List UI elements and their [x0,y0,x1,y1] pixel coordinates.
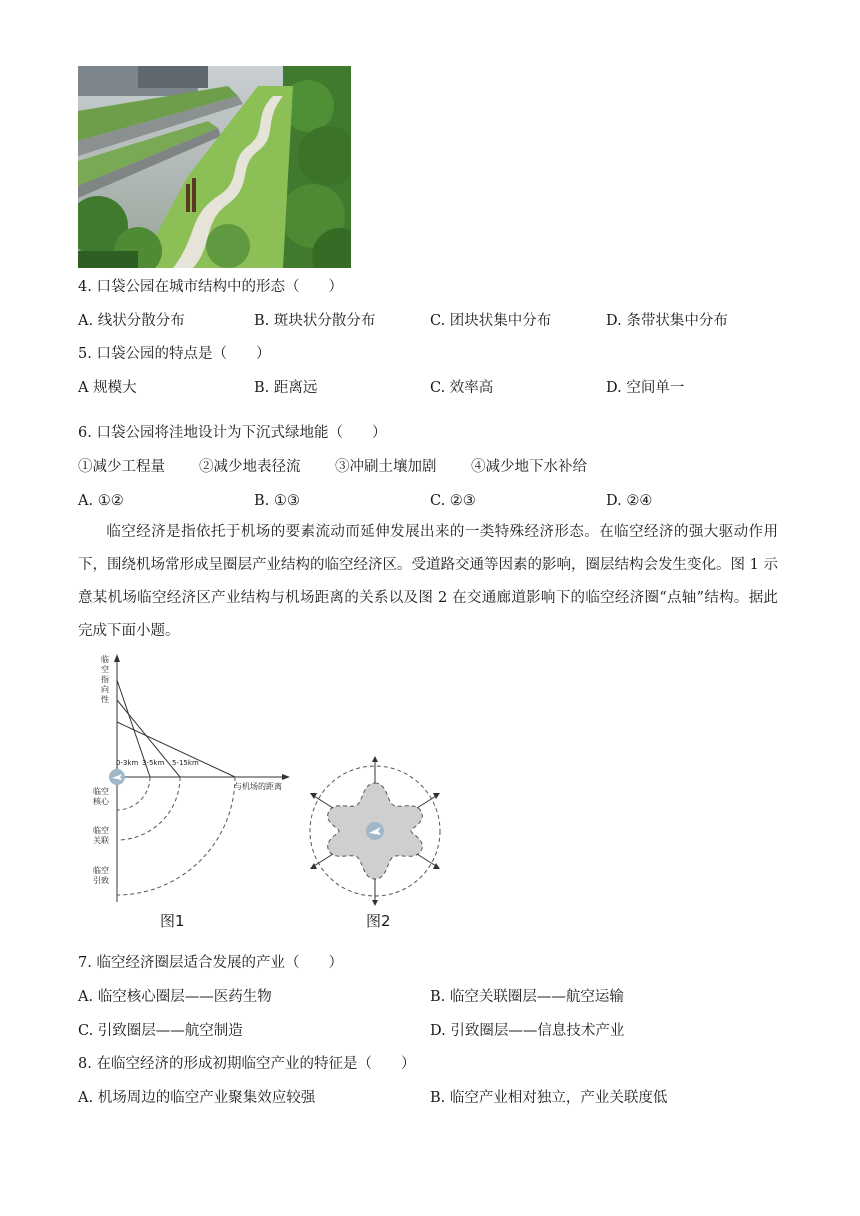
q5-option-b[interactable]: B. 距离远 [254,380,318,396]
fig1-zone-core: 临空核心 [93,787,109,806]
fig1-range-3: 5-15km [172,759,199,767]
q6-stem: 6. 口袋公园将洼地设计为下沉式绿地能（ ） [78,425,387,441]
q5-stem: 5. 口袋公园的特点是（ ） [78,346,271,362]
q6-option-c[interactable]: C. ②③ [430,493,476,509]
q4-option-d[interactable]: D. 条带状集中分布 [606,313,728,329]
q4-option-a[interactable]: A. 线状分散分布 [78,313,185,329]
passage-text: 临空经济是指依托于机场的要素流动而延伸发展出来的一类特殊经济形态。在临空经济的强大驱动作用下，围绕机场常形成呈圈层产业结构的临空经济区。受道路交通等因素的影响，圈层结构会发生变化。图 1 示意某机场临空经济区产业结构与机场距离的关系以及图 2 在交通廊道影响下的临空经济圈“点轴”结构。据此完成下面小题。 [78,524,778,639]
q4-stem: 4. 口袋公园在城市结构中的形态（ ） [78,279,343,295]
figure-2-caption: 图2 [366,912,391,930]
q8-option-b[interactable]: B. 临空产业相对独立，产业关联度低 [430,1090,668,1106]
figure-2-diagram [303,756,447,906]
q5-option-d[interactable]: D. 空间单一 [606,380,685,396]
q7-option-d[interactable]: D. 引致圈层——信息技术产业 [430,1023,625,1039]
q6-option-d[interactable]: D. ②④ [606,493,653,509]
fig1-range-1: 0-3km [116,759,139,767]
fig1-x-axis-label: 与机场的距离 [234,782,282,791]
q6-statement-1: ①减少工程量 [78,459,165,475]
fig1-y-axis-label: 临空指向性 [101,655,109,704]
pocket-park-photo [78,66,351,268]
q7-option-c[interactable]: C. 引致圈层——航空制造 [78,1023,243,1039]
q6-statement-3: ③冲刷土壤加剧 [335,459,437,475]
reading-passage [78,516,778,648]
q5-option-c[interactable]: C. 效率高 [430,380,494,396]
q6-option-a[interactable]: A. ①② [78,493,124,509]
q4-option-b[interactable]: B. 斑块状分散分布 [254,313,376,329]
q7-option-b[interactable]: B. 临空关联圈层——航空运输 [430,989,624,1005]
q8-stem: 8. 在临空经济的形成初期临空产业的特征是（ ） [78,1056,416,1072]
fig1-range-2: 3-5km [142,759,165,767]
q8-option-a[interactable]: A. 机场周边的临空产业聚集效应较强 [78,1090,316,1106]
q5-option-a[interactable]: A 规模大 [78,380,137,396]
q7-stem: 7. 临空经济圈层适合发展的产业（ ） [78,955,343,971]
q7-option-a[interactable]: A. 临空核心圈层——医药生物 [78,989,272,1005]
fig1-zone-induced: 临空引致 [93,866,109,885]
figure-1-caption: 图1 [160,912,185,930]
q6-statement-2: ②减少地表径流 [199,459,301,475]
q6-statement-4: ④减少地下水补给 [471,459,587,475]
q6-option-b[interactable]: B. ①③ [254,493,300,509]
fig1-zone-related: 临空关联 [93,826,109,845]
q4-option-c[interactable]: C. 团块状集中分布 [430,313,552,329]
